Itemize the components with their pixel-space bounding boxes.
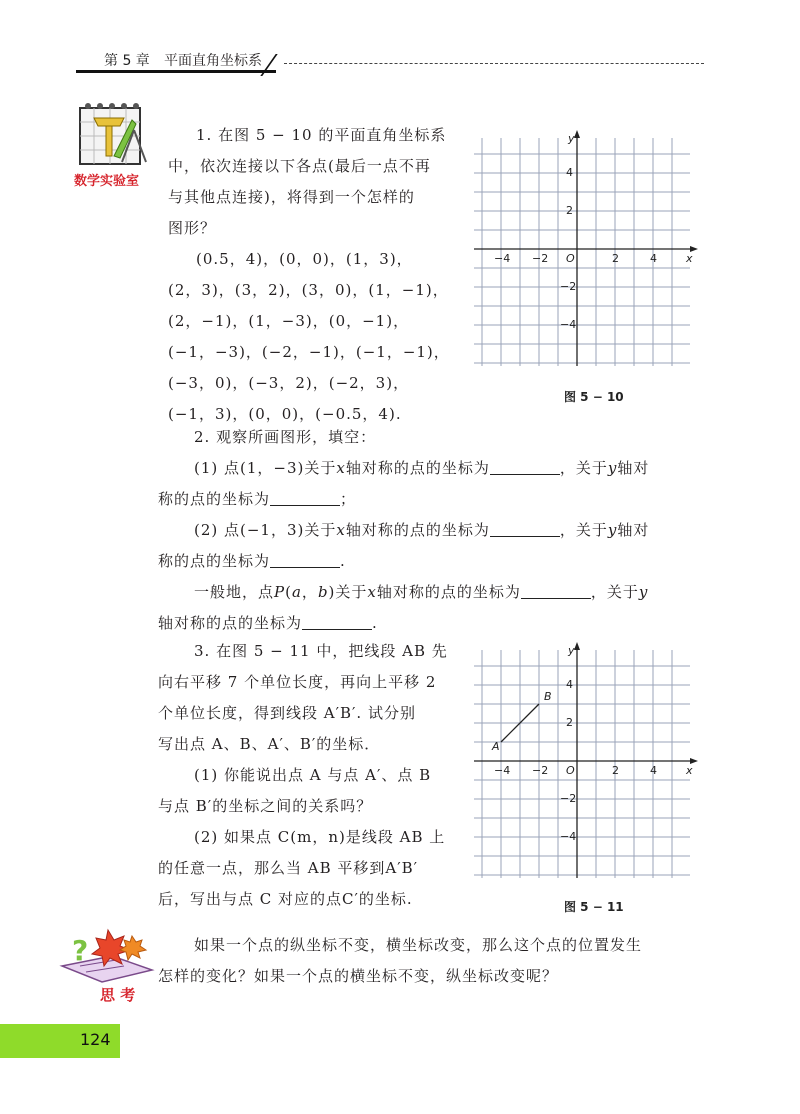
x-tick-label: 4 — [650, 764, 657, 777]
answer-blank[interactable] — [270, 489, 340, 506]
q2-text: 轴对称的点的坐标为 — [345, 459, 490, 477]
figure-5-11-caption: 图 5 − 11 — [564, 900, 624, 914]
q2-text: )关于 — [328, 583, 368, 601]
lab-board-icon — [74, 100, 164, 170]
q3-line: 的任意一点，那么当 AB 平移到A′B′ — [158, 859, 419, 877]
x-axis-var: x — [336, 521, 346, 539]
think-paragraph — [158, 930, 708, 992]
q1-line: 中，依次连接以下各点(最后一点不再 — [168, 157, 431, 175]
y-axis-arrow-icon — [574, 130, 580, 138]
svg-text:?: ? — [72, 934, 89, 967]
y-axis-arrow-icon — [574, 642, 580, 650]
var-a: a — [291, 583, 302, 601]
think-label: 思 考 — [100, 986, 136, 1004]
maple-leaf-book-icon — [52, 926, 162, 986]
think-icon — [52, 926, 162, 1006]
q2-text: . — [340, 552, 346, 570]
chapter-label: 第 5 章 — [104, 53, 150, 69]
q3-line: 3. 在图 5 − 11 中，把线段 AB 先 — [194, 642, 448, 660]
q1-point-line: (0.5，4)，(0，0)，(1，3)， — [196, 250, 413, 268]
y-tick-label: 2 — [566, 204, 573, 217]
x-tick-label: 2 — [612, 764, 619, 777]
question-3 — [158, 636, 464, 915]
answer-blank[interactable] — [521, 582, 591, 599]
point-a-label: A — [492, 740, 500, 753]
math-lab-label: 数学实验室 — [74, 174, 140, 189]
answer-blank[interactable] — [302, 613, 372, 630]
q3-line: (2) 如果点 C(m，n)是线段 AB 上 — [194, 828, 446, 846]
x-tick-label: −4 — [494, 252, 511, 265]
x-axis-var: x — [336, 459, 346, 477]
q3-line: 后，写出与点 C 对应的点C′的坐标. — [158, 890, 413, 908]
x-axis-label: x — [686, 252, 693, 265]
q3-line: 与点 B′的坐标之间的关系吗？ — [158, 797, 373, 815]
answer-blank[interactable] — [490, 458, 560, 475]
q1-point-line: (−1，3)，(0，0)，(−0.5，4). — [168, 405, 402, 423]
figure-5-10-caption: 图 5 − 10 — [564, 390, 624, 404]
x-axis-var: x — [367, 583, 377, 601]
q3-line: 个单位长度，得到线段 A′B′. 试分别 — [158, 704, 416, 722]
y-axis-var: y — [607, 459, 618, 477]
x-tick-label: −4 — [494, 764, 511, 777]
q2-general-line2 — [158, 608, 708, 639]
q2-text: 一般地，点 — [194, 583, 275, 601]
y-tick-label: −4 — [560, 830, 577, 843]
y-tick-label: −2 — [560, 792, 577, 805]
think-line: 怎样的变化？如果一个点的横坐标不变，纵坐标改变呢？ — [158, 967, 559, 985]
q2-text: 轴对 — [617, 459, 650, 477]
x-axis-label: x — [686, 764, 693, 777]
question-1 — [168, 120, 468, 430]
y-tick-label: 4 — [566, 678, 573, 691]
y-axis-var: y — [638, 583, 649, 601]
q2-text: 轴对 — [617, 521, 650, 539]
q2-text: ，关于 — [559, 521, 608, 539]
q2-text: 称的点的坐标为 — [158, 490, 271, 508]
q2-general-line1 — [158, 577, 708, 608]
q2-text: . — [372, 614, 378, 632]
q2-text: 轴对称的点的坐标为 — [158, 614, 303, 632]
origin-label: O — [566, 764, 575, 777]
y-axis-label: y — [568, 644, 575, 657]
x-tick-label: −2 — [532, 252, 549, 265]
q2-text: ，关于 — [590, 583, 639, 601]
y-tick-label: −2 — [560, 280, 577, 293]
math-lab-icon — [74, 100, 170, 190]
q2-text: (2) 点(−1，3)关于 — [194, 521, 337, 539]
think-line: 如果一个点的纵坐标不变，横坐标改变，那么这个点的位置发生 — [194, 936, 643, 954]
q2-part1-line1 — [158, 453, 708, 484]
q1-point-line: (2，3)，(3，2)，(3，0)，(1，−1)， — [168, 281, 449, 299]
q2-text: ，关于 — [559, 459, 608, 477]
header-dashed-line — [284, 63, 704, 64]
chapter-title: 平面直角坐标系 — [164, 53, 262, 69]
q2-part2-line1 — [158, 515, 708, 546]
answer-blank[interactable] — [490, 520, 560, 537]
point-b-label: B — [544, 690, 552, 703]
y-tick-label: 4 — [566, 166, 573, 179]
x-tick-label: −2 — [532, 764, 549, 777]
q2-text: 轴对称的点的坐标为 — [345, 521, 490, 539]
var-b: b — [317, 583, 329, 601]
q2-text: (1) 点(1，−3)关于 — [194, 459, 337, 477]
point-p: P — [274, 583, 286, 601]
x-tick-label: 4 — [650, 252, 657, 265]
q1-point-line: (2，−1)，(1，−3)，(0，−1)， — [168, 312, 410, 330]
figure-5-11-grid — [474, 640, 704, 880]
x-tick-label: 2 — [612, 252, 619, 265]
q2-text: ； — [340, 490, 357, 508]
q3-line: 向右平移 7 个单位长度，再向上平移 2 — [158, 673, 437, 691]
q2-text: 轴对称的点的坐标为 — [376, 583, 521, 601]
q3-line: (1) 你能说出点 A 与点 A′、点 B — [194, 766, 432, 784]
q1-point-line: (−1，−3)，(−2，−1)，(−1，−1)， — [168, 343, 450, 361]
q2-part1-line2 — [158, 484, 708, 515]
q3-line: 写出点 A、B、A′、B′的坐标． — [158, 735, 381, 753]
y-axis-var: y — [607, 521, 618, 539]
q1-line: 1. 在图 5 − 10 的平面直角坐标系 — [196, 126, 447, 144]
page-number: 124 — [80, 1030, 111, 1049]
q2-text: 称的点的坐标为 — [158, 552, 271, 570]
answer-blank[interactable] — [270, 551, 340, 568]
q2-text: ， — [301, 583, 318, 601]
y-tick-label: 2 — [566, 716, 573, 729]
figure-5-10-grid — [474, 128, 704, 368]
q2-intro: 2. 观察所画图形，填空： — [194, 428, 377, 446]
y-axis-label: y — [568, 132, 575, 145]
q1-line: 与其他点连接)，将得到一个怎样的 — [168, 188, 415, 206]
q2-text: ( — [285, 583, 292, 601]
y-tick-label: −4 — [560, 318, 577, 331]
q1-line: 图形？ — [168, 219, 217, 237]
origin-label: O — [566, 252, 575, 265]
q1-point-line: (−3，0)，(−3，2)，(−2，3)， — [168, 374, 410, 392]
q2-part2-line2 — [158, 546, 708, 577]
header-rule — [76, 70, 276, 73]
question-2 — [158, 422, 708, 639]
